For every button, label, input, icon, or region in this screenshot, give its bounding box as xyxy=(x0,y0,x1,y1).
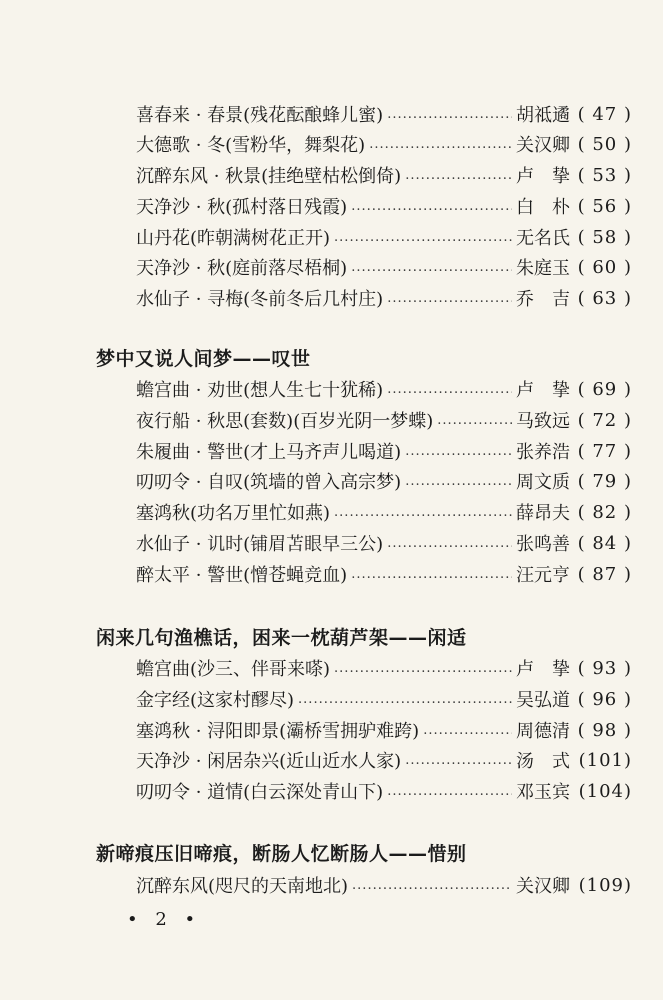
entry-title: 水仙子 · 讥时(铺眉苫眼早三公) xyxy=(136,534,384,555)
leader-dots xyxy=(387,291,512,306)
entry-author: 薛昂夫 xyxy=(516,503,570,524)
leader-dots xyxy=(387,382,512,397)
entry-page: ( 96 ) xyxy=(577,688,632,710)
entry-author: 吴弘道 xyxy=(516,690,570,711)
entry-author: 关汉卿 xyxy=(516,876,570,897)
leader-dots xyxy=(352,878,512,893)
entry-page: ( 84 ) xyxy=(577,532,632,554)
toc-entry xyxy=(136,222,632,252)
entry-author: 卢 挚 xyxy=(516,166,570,187)
leader-dots xyxy=(369,137,512,152)
entry-page: ( 82 ) xyxy=(577,501,632,523)
leader-dots xyxy=(351,199,512,214)
entry-page: ( 50 ) xyxy=(577,133,632,155)
entry-title: 天净沙 · 秋(孤村落日残霞) xyxy=(136,197,348,218)
leader-dots xyxy=(351,260,512,275)
entry-title: 金字经(这家村醪尽) xyxy=(136,690,295,711)
entry-title: 塞鸿秋 · 浔阳即景(灞桥雪拥驴难跨) xyxy=(136,721,420,742)
toc-entry xyxy=(136,99,632,129)
entry-page: ( 56 ) xyxy=(577,195,632,217)
toc-entry xyxy=(136,745,632,775)
entry-author: 邓玉宾 xyxy=(516,782,570,803)
entry-page: ( 53 ) xyxy=(577,164,632,186)
toc-entry xyxy=(136,191,632,221)
toc-entry xyxy=(136,653,632,683)
entry-page: ( 63 ) xyxy=(577,287,632,309)
entry-page: ( 60 ) xyxy=(577,256,632,278)
entry-page: (109) xyxy=(578,874,632,896)
leader-dots xyxy=(351,567,512,582)
entry-page: ( 87 ) xyxy=(577,563,632,585)
entry-title: 蟾宫曲(沙三、伴哥来嗏) xyxy=(136,659,331,680)
entry-page: (104) xyxy=(578,780,632,802)
toc-entry xyxy=(136,252,632,282)
entry-page: ( 79 ) xyxy=(577,470,632,492)
entry-author: 朱庭玉 xyxy=(516,258,570,279)
entry-page: ( 98 ) xyxy=(577,719,632,741)
section-heading: 梦中又说人间梦——叹世 xyxy=(96,348,311,370)
section-heading: 新啼痕压旧啼痕，断肠人忆断肠人——惜别 xyxy=(96,843,467,865)
toc-entry xyxy=(136,160,632,190)
toc-entry xyxy=(136,436,632,466)
leader-dots xyxy=(405,753,512,768)
leader-dots xyxy=(334,661,512,676)
page-number: • 2 • xyxy=(127,909,202,930)
entry-title: 沉醉东风(咫尺的天南地北) xyxy=(136,876,349,897)
entry-author: 白 朴 xyxy=(516,197,570,218)
leader-dots xyxy=(298,692,512,707)
toc-entry xyxy=(136,528,632,558)
entry-author: 张鸣善 xyxy=(516,534,570,555)
leader-dots xyxy=(387,784,512,799)
entry-author: 汪元亨 xyxy=(516,565,570,586)
toc-entry xyxy=(136,466,632,496)
entry-title: 叨叨令 · 道情(白云深处青山下) xyxy=(136,782,384,803)
entry-title: 天净沙 · 秋(庭前落尽梧桐) xyxy=(136,258,348,279)
entry-page: ( 69 ) xyxy=(577,378,632,400)
toc-entry xyxy=(136,715,632,745)
toc-entry xyxy=(136,405,632,435)
entry-author: 周德清 xyxy=(516,721,570,742)
entry-page: (101) xyxy=(578,749,632,771)
entry-title: 蟾宫曲 · 劝世(想人生七十犹稀) xyxy=(136,380,384,401)
toc-entry xyxy=(136,374,632,404)
leader-dots xyxy=(405,168,512,183)
leader-dots xyxy=(423,723,512,738)
entry-author: 周文质 xyxy=(516,472,570,493)
entry-title: 醉太平 · 警世(憎苍蝇竞血) xyxy=(136,565,348,586)
entry-title: 塞鸿秋(功名万里忙如燕) xyxy=(136,503,331,524)
entry-title: 水仙子 · 寻梅(冬前冬后几村庄) xyxy=(136,289,384,310)
leader-dots xyxy=(405,474,512,489)
toc-entry xyxy=(136,559,632,589)
toc-entry xyxy=(136,283,632,313)
entry-page: ( 72 ) xyxy=(577,409,632,431)
section-heading: 闲来几句渔樵话，困来一枕葫芦架——闲适 xyxy=(96,627,467,649)
entry-page: ( 58 ) xyxy=(577,226,632,248)
entry-title: 沉醉东风 · 秋景(挂绝壁枯松倒倚) xyxy=(136,166,402,187)
entry-author: 卢 挚 xyxy=(516,659,570,680)
toc-entry xyxy=(136,870,632,900)
entry-page: ( 93 ) xyxy=(577,657,632,679)
leader-dots xyxy=(405,444,512,459)
toc-entry xyxy=(136,684,632,714)
leader-dots xyxy=(387,536,512,551)
entry-title: 喜春来 · 春景(残花酝酿蜂儿蜜) xyxy=(136,105,384,126)
leader-dots xyxy=(334,505,512,520)
entry-page: ( 77 ) xyxy=(577,440,632,462)
entry-author: 汤 式 xyxy=(516,751,570,772)
entry-author: 关汉卿 xyxy=(516,135,570,156)
entry-page: ( 47 ) xyxy=(577,103,632,125)
entry-title: 天净沙 · 闲居杂兴(近山近水人家) xyxy=(136,751,402,772)
entry-author: 张养浩 xyxy=(516,442,570,463)
leader-dots xyxy=(437,413,512,428)
entry-author: 胡祗遹 xyxy=(516,105,570,126)
entry-author: 乔 吉 xyxy=(516,289,570,310)
toc-entry xyxy=(136,776,632,806)
entry-author: 卢 挚 xyxy=(516,380,570,401)
entry-title: 夜行船 · 秋思(套数)(百岁光阴一梦蝶) xyxy=(136,411,434,432)
entry-title: 朱履曲 · 警世(才上马齐声儿喝道) xyxy=(136,442,402,463)
entry-author: 马致远 xyxy=(516,411,570,432)
toc-entry xyxy=(136,129,632,159)
entry-author: 无名氏 xyxy=(516,228,570,249)
toc-entry xyxy=(136,497,632,527)
entry-title: 叨叨令 · 自叹(筑墙的曾入高宗梦) xyxy=(136,472,402,493)
leader-dots xyxy=(387,107,512,122)
entry-title: 山丹花(昨朝满树花正开) xyxy=(136,228,331,249)
entry-title: 大德歌 · 冬(雪粉华，舞梨花) xyxy=(136,135,366,156)
leader-dots xyxy=(334,230,512,245)
